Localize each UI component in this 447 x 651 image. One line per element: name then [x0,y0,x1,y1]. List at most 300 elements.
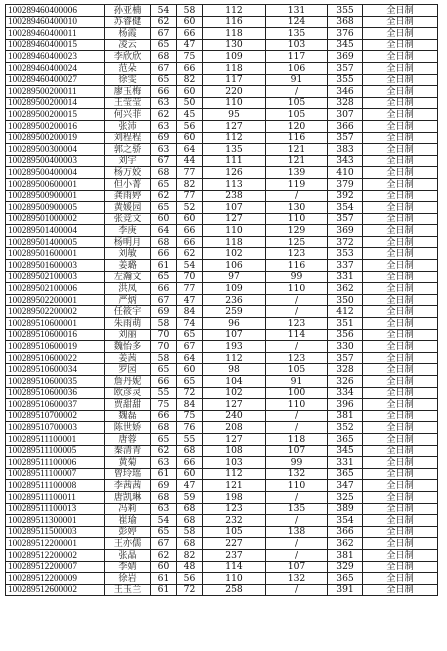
candidate-id-cell: 100289460400010 [6,16,105,28]
score-cell-2: 52 [177,202,203,214]
score-cell-4: 125 [266,236,328,248]
candidate-name-cell: 孙亚楠 [105,5,151,17]
table-row [6,329,438,341]
total-score-cell: 331 [328,457,363,469]
total-score-cell: 412 [328,306,363,318]
score-cell-2: 77 [177,283,203,295]
total-score-cell: 379 [328,178,363,190]
study-mode-cell: 全日制 [363,225,438,237]
candidate-name-cell: 郭之骄 [105,144,151,156]
total-score-cell: 347 [328,480,363,492]
table-row [6,445,438,457]
score-cell-3: 102 [203,387,266,399]
candidate-name-cell: 张晶 [105,549,151,561]
candidate-id-cell: 100289500600001 [6,178,105,190]
candidate-name-cell: 姜茜 [105,352,151,364]
total-score-cell: 389 [328,503,363,515]
study-mode-cell: 全日制 [363,74,438,86]
score-cell-3: 111 [203,155,266,167]
score-cell-2: 64 [177,352,203,364]
score-cell-3: 227 [203,538,266,550]
score-cell-1: 66 [151,283,177,295]
score-cell-1: 65 [151,271,177,283]
total-score-cell: 331 [328,271,363,283]
score-cell-4: / [266,549,328,561]
candidate-name-cell: 杨霞 [105,28,151,40]
score-cell-2: 65 [177,376,203,388]
study-mode-cell: 全日制 [363,51,438,63]
candidate-id-cell: 100289501400005 [6,236,105,248]
study-mode-cell: 全日制 [363,62,438,74]
score-cell-4: 110 [266,213,328,225]
candidate-name-cell: 李庚 [105,225,151,237]
total-score-cell: 410 [328,167,363,179]
study-mode-cell: 全日制 [363,190,438,202]
study-mode-cell: 全日制 [363,306,438,318]
total-score-cell: 376 [328,28,363,40]
candidate-name-cell: 李欣欣 [105,51,151,63]
total-score-cell: 357 [328,213,363,225]
table-row [6,584,438,596]
score-cell-4: 121 [266,155,328,167]
table-row [6,225,438,237]
score-cell-2: 58 [177,526,203,538]
candidate-id-cell: 100289512200009 [6,573,105,585]
table-row [6,155,438,167]
score-cell-1: 55 [151,387,177,399]
study-mode-cell: 全日制 [363,155,438,167]
candidate-id-cell: 100289460400024 [6,62,105,74]
candidate-name-cell: 朱雨萌 [105,318,151,330]
score-cell-4: 105 [266,97,328,109]
score-cell-3: 193 [203,341,266,353]
score-cell-2: 75 [177,410,203,422]
score-cell-4: 123 [266,318,328,330]
study-mode-cell: 全日制 [363,491,438,503]
score-cell-1: 58 [151,352,177,364]
score-cell-4: 121 [266,144,328,156]
study-mode-cell: 全日制 [363,573,438,585]
study-mode-cell: 全日制 [363,399,438,411]
score-cell-4: 91 [266,376,328,388]
table-row [6,526,438,538]
candidate-name-cell: 詹丹妮 [105,376,151,388]
score-cell-2: 47 [177,480,203,492]
study-mode-cell: 全日制 [363,584,438,596]
score-cell-2: 74 [177,318,203,330]
candidate-name-cell: 魏磊 [105,410,151,422]
candidate-name-cell: 洪凤 [105,283,151,295]
total-score-cell: 391 [328,584,363,596]
score-cell-4: / [266,306,328,318]
score-cell-2: 48 [177,561,203,573]
score-cell-3: 259 [203,306,266,318]
score-cell-3: 112 [203,132,266,144]
score-cell-2: 66 [177,236,203,248]
score-cell-4: 132 [266,573,328,585]
score-cell-3: 238 [203,190,266,202]
candidate-name-cell: 杨明月 [105,236,151,248]
candidate-id-cell: 100289502100003 [6,271,105,283]
study-mode-cell: 全日制 [363,132,438,144]
score-cell-3: 110 [203,573,266,585]
score-cell-3: 258 [203,584,266,596]
score-cell-4: 138 [266,526,328,538]
score-cell-4: 123 [266,352,328,364]
score-cell-2: 82 [177,549,203,561]
score-cell-1: 70 [151,341,177,353]
candidate-name-cell: 徐雯 [105,74,151,86]
candidate-id-cell: 100289511500003 [6,526,105,538]
candidate-name-cell: 唐凯琳 [105,491,151,503]
total-score-cell: 369 [328,225,363,237]
score-cell-1: 66 [151,376,177,388]
candidate-name-cell: 罗园 [105,364,151,376]
score-cell-4: 135 [266,28,328,40]
table-row [6,260,438,272]
score-cell-4: 120 [266,120,328,132]
study-mode-cell: 全日制 [363,480,438,492]
score-cell-4: 116 [266,260,328,272]
score-cell-3: 130 [203,39,266,51]
candidate-id-cell: 100289510600016 [6,329,105,341]
table-row [6,410,438,422]
total-score-cell: 353 [328,248,363,260]
score-cell-1: 65 [151,526,177,538]
score-cell-1: 67 [151,538,177,550]
score-cell-3: 127 [203,213,266,225]
candidate-name-cell: 秦清青 [105,445,151,457]
total-score-cell: 351 [328,318,363,330]
total-score-cell: 357 [328,132,363,144]
score-cell-1: 63 [151,97,177,109]
score-cell-3: 103 [203,457,266,469]
total-score-cell: 346 [328,86,363,98]
table-row [6,16,438,28]
study-mode-cell: 全日制 [363,468,438,480]
study-mode-cell: 全日制 [363,341,438,353]
score-cell-1: 66 [151,86,177,98]
candidate-name-cell: 刘程程 [105,132,151,144]
study-mode-cell: 全日制 [363,352,438,364]
score-cell-3: 98 [203,364,266,376]
total-score-cell: 392 [328,190,363,202]
table-row [6,318,438,330]
candidate-id-cell: 100289460400023 [6,51,105,63]
score-cell-3: 107 [203,329,266,341]
score-cell-4: 103 [266,39,328,51]
score-cell-3: 116 [203,16,266,28]
study-mode-cell: 全日制 [363,387,438,399]
score-cell-1: 67 [151,155,177,167]
score-cell-1: 62 [151,16,177,28]
candidate-id-cell: 100289500400003 [6,155,105,167]
candidate-name-cell: 冯莉 [105,503,151,515]
score-cell-3: 102 [203,248,266,260]
score-cell-4: / [266,341,328,353]
total-score-cell: 362 [328,538,363,550]
candidate-name-cell: 张沛 [105,120,151,132]
candidate-id-cell: 100289500200019 [6,132,105,144]
score-cell-4: / [266,294,328,306]
score-cell-1: 68 [151,422,177,434]
total-score-cell: 366 [328,120,363,132]
admission-score-table [5,4,438,596]
score-cell-4: 124 [266,16,328,28]
score-cell-4: 117 [266,51,328,63]
score-cell-1: 68 [151,491,177,503]
table-row [6,294,438,306]
candidate-name-cell: 何兴菲 [105,109,151,121]
score-cell-4: / [266,86,328,98]
score-cell-3: 108 [203,445,266,457]
total-score-cell: 307 [328,109,363,121]
score-cell-1: 67 [151,62,177,74]
study-mode-cell: 全日制 [363,167,438,179]
score-cell-2: 77 [177,190,203,202]
score-cell-4: 135 [266,503,328,515]
score-cell-1: 69 [151,132,177,144]
candidate-id-cell: 100289510600019 [6,341,105,353]
table-row [6,120,438,132]
table-row [6,341,438,353]
score-cell-1: 63 [151,503,177,515]
score-cell-2: 50 [177,97,203,109]
candidate-name-cell: 黄媛园 [105,202,151,214]
study-mode-cell: 全日制 [363,538,438,550]
study-mode-cell: 全日制 [363,329,438,341]
table-row [6,97,438,109]
study-mode-cell: 全日制 [363,433,438,445]
table-row [6,422,438,434]
study-mode-cell: 全日制 [363,248,438,260]
candidate-name-cell: 欧彦灵 [105,387,151,399]
total-score-cell: 356 [328,329,363,341]
total-score-cell: 362 [328,283,363,295]
total-score-cell: 345 [328,39,363,51]
score-cell-3: 123 [203,503,266,515]
candidate-name-cell: 王玉兰 [105,584,151,596]
score-cell-3: 118 [203,62,266,74]
study-mode-cell: 全日制 [363,561,438,573]
table-row [6,376,438,388]
study-mode-cell: 全日制 [363,515,438,527]
score-cell-2: 47 [177,39,203,51]
study-mode-cell: 全日制 [363,109,438,121]
score-cell-1: 65 [151,178,177,190]
candidate-id-cell: 100289510600001 [6,318,105,330]
score-cell-1: 61 [151,573,177,585]
total-score-cell: 368 [328,16,363,28]
candidate-id-cell: 100289460400015 [6,39,105,51]
score-cell-1: 70 [151,329,177,341]
table-row [6,190,438,202]
candidate-name-cell: 杨万姣 [105,167,151,179]
total-score-cell: 343 [328,155,363,167]
candidate-name-cell: 贾甜甜 [105,399,151,411]
score-cell-2: 76 [177,422,203,434]
score-cell-2: 66 [177,457,203,469]
score-cell-1: 75 [151,399,177,411]
score-cell-1: 62 [151,549,177,561]
total-score-cell: 354 [328,202,363,214]
candidate-name-cell: 任筱宇 [105,306,151,318]
score-cell-2: 82 [177,74,203,86]
table-row [6,283,438,295]
total-score-cell: 355 [328,5,363,17]
score-cell-2: 56 [177,120,203,132]
table-row [6,28,438,40]
candidate-name-cell: 黄菊 [105,457,151,469]
score-cell-1: 63 [151,457,177,469]
score-cell-3: 126 [203,167,266,179]
score-cell-1: 65 [151,202,177,214]
score-cell-2: 60 [177,468,203,480]
study-mode-cell: 全日制 [363,549,438,561]
score-cell-4: 99 [266,271,328,283]
score-cell-1: 63 [151,144,177,156]
score-cell-2: 68 [177,538,203,550]
score-cell-4: 139 [266,167,328,179]
candidate-id-cell: 100289510600035 [6,376,105,388]
table-row [6,457,438,469]
table-row [6,538,438,550]
candidate-name-cell: 张竞文 [105,213,151,225]
score-cell-2: 66 [177,225,203,237]
candidate-id-cell: 100289511100001 [6,433,105,445]
candidate-name-cell: 徐岩 [105,573,151,585]
score-cell-3: 104 [203,376,266,388]
score-cell-3: 107 [203,202,266,214]
score-cell-1: 67 [151,28,177,40]
candidate-id-cell: 100289512200002 [6,549,105,561]
candidate-id-cell: 100289510600022 [6,352,105,364]
table-row [6,39,438,51]
score-cell-3: 127 [203,433,266,445]
score-cell-2: 68 [177,445,203,457]
candidate-name-cell: 姜璐 [105,260,151,272]
score-cell-3: 96 [203,318,266,330]
score-cell-2: 66 [177,28,203,40]
score-cell-3: 237 [203,549,266,561]
score-cell-2: 60 [177,364,203,376]
score-cell-1: 69 [151,480,177,492]
candidate-id-cell: 100289510700003 [6,422,105,434]
total-score-cell: 365 [328,468,363,480]
candidate-id-cell: 100289511100007 [6,468,105,480]
total-score-cell: 366 [328,526,363,538]
total-score-cell: 334 [328,387,363,399]
score-cell-3: 113 [203,178,266,190]
score-cell-2: 47 [177,294,203,306]
candidate-id-cell: 100289510600037 [6,399,105,411]
score-cell-2: 56 [177,573,203,585]
score-cell-1: 61 [151,584,177,596]
score-cell-1: 60 [151,561,177,573]
score-cell-1: 62 [151,109,177,121]
score-cell-4: 114 [266,329,328,341]
score-cell-4: 107 [266,445,328,457]
table-row [6,213,438,225]
score-cell-4: 105 [266,109,328,121]
study-mode-cell: 全日制 [363,202,438,214]
study-mode-cell: 全日制 [363,422,438,434]
total-score-cell: 383 [328,144,363,156]
candidate-id-cell: 100289511100008 [6,480,105,492]
score-cell-2: 54 [177,260,203,272]
score-cell-1: 68 [151,51,177,63]
score-cell-1: 69 [151,306,177,318]
score-cell-2: 45 [177,109,203,121]
score-cell-2: 65 [177,329,203,341]
study-mode-cell: 全日制 [363,260,438,272]
score-cell-2: 55 [177,433,203,445]
score-cell-1: 62 [151,445,177,457]
score-cell-2: 60 [177,132,203,144]
score-cell-2: 84 [177,306,203,318]
score-cell-2: 84 [177,399,203,411]
candidate-id-cell: 100289500300004 [6,144,105,156]
score-cell-1: 58 [151,318,177,330]
candidate-id-cell: 100289502200001 [6,294,105,306]
score-cell-3: 117 [203,74,266,86]
score-cell-4: / [266,491,328,503]
table-row [6,306,438,318]
table-row [6,573,438,585]
score-cell-3: 127 [203,120,266,132]
table-row [6,132,438,144]
score-cell-1: 68 [151,236,177,248]
score-cell-2: 72 [177,387,203,399]
table-row [6,51,438,63]
score-cell-4: 105 [266,364,328,376]
candidate-name-cell: 刘丽 [105,329,151,341]
candidate-name-cell: 廖玉梅 [105,86,151,98]
study-mode-cell: 全日制 [363,410,438,422]
candidate-id-cell: 100289510600036 [6,387,105,399]
total-score-cell: 369 [328,51,363,63]
score-cell-1: 67 [151,294,177,306]
total-score-cell: 372 [328,236,363,248]
score-cell-3: 127 [203,399,266,411]
table-row [6,86,438,98]
candidate-name-cell: 严炳 [105,294,151,306]
score-cell-2: 59 [177,491,203,503]
score-cell-4: 130 [266,202,328,214]
candidate-id-cell: 100289511300001 [6,515,105,527]
candidate-id-cell: 100289500200014 [6,97,105,109]
total-score-cell: 329 [328,561,363,573]
candidate-name-cell: 凌云 [105,39,151,51]
candidate-id-cell: 100289500900001 [6,190,105,202]
table-row [6,271,438,283]
study-mode-cell: 全日制 [363,5,438,17]
score-cell-4: / [266,422,328,434]
total-score-cell: 345 [328,445,363,457]
candidate-id-cell: 100289501600003 [6,260,105,272]
total-score-cell: 328 [328,97,363,109]
table-row [6,202,438,214]
study-mode-cell: 全日制 [363,376,438,388]
score-cell-3: 109 [203,283,266,295]
score-cell-3: 118 [203,28,266,40]
score-cell-4: / [266,190,328,202]
score-cell-4: 132 [266,468,328,480]
score-cell-4: / [266,584,328,596]
total-score-cell: 328 [328,364,363,376]
total-score-cell: 357 [328,352,363,364]
candidate-id-cell: 100289501600001 [6,248,105,260]
